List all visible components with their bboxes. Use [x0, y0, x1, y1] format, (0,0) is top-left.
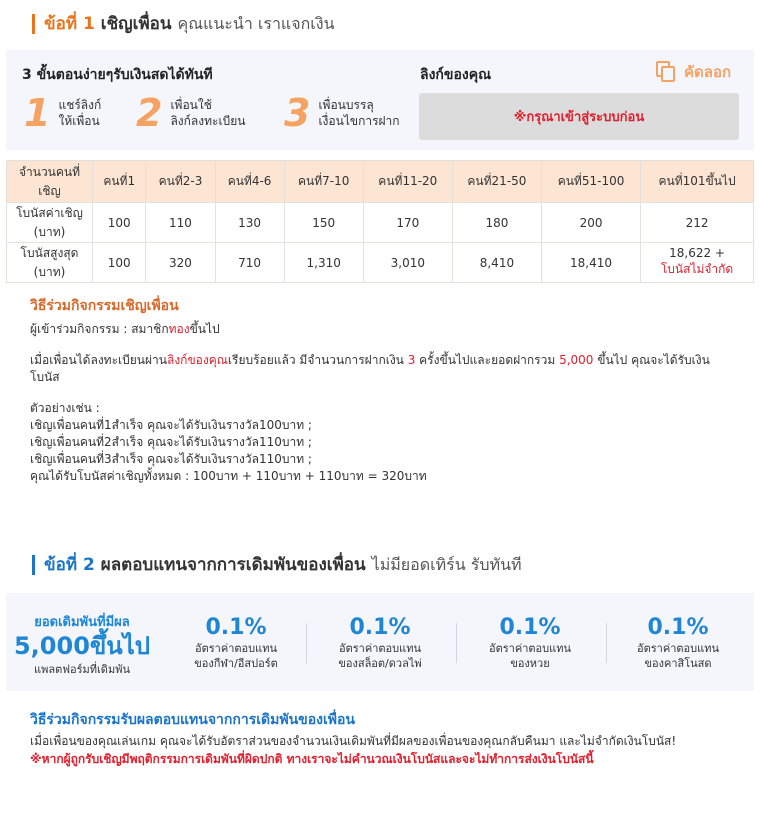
section-2-header — [32, 551, 522, 578]
rebate-warning: ※หากผู้ถูกรับเชิญมีพฤติกรรมการเดิมพันที่ผิดปกติ ทางเราจะไม่คำนวณเงินโบนัสและจะไม่ทำการส่งเงินโบนัสนี้ — [30, 752, 594, 766]
example-title: ตัวอย่างเช่น : — [30, 401, 100, 415]
section-title-strong: ผลตอบแทนจากการเดิมพันของเพื่อน — [100, 555, 366, 575]
copy-button[interactable] — [656, 60, 731, 84]
example-total: คุณได้รับโบนัสค่าเชิญทั้งหมด : 100บาท + 110บาท + 110บาท = 320บาท — [30, 469, 427, 483]
rate-desc-line: อัตราค่าตอบแทน — [637, 642, 719, 655]
rate-desc — [460, 641, 600, 671]
table-cell: 180 — [452, 203, 541, 243]
step-1 — [24, 91, 102, 135]
table-cell: 110 — [146, 203, 215, 243]
table-header: คนที่11-20 — [363, 161, 452, 203]
text: ขึ้นไป คุณจะได้รับเงินโบนัส — [30, 353, 710, 384]
section-marker — [32, 14, 35, 34]
min-bet-box — [12, 611, 152, 678]
referral-link-box[interactable]: ※กรุณาเข้าสู่ระบบก่อน — [419, 93, 739, 140]
rebate-howto-title: วิธีร่วมกิจกรรมรับผลตอบแทนจากการเดิมพันของเพื่อน — [30, 712, 355, 728]
copy-button-label[interactable]: คัดลอก — [684, 63, 732, 81]
divider — [606, 623, 607, 663]
table-header-row — [7, 161, 754, 203]
steps-panel — [6, 50, 754, 150]
text: ขึ้นไป — [189, 322, 220, 336]
section-title-rest: คุณแนะนำ เราแจกเงิน — [177, 14, 335, 33]
highlight: 3 — [407, 353, 416, 367]
steps-title: 3 ขั้นตอนง่ายๆรับเงินสดได้ทันที — [22, 67, 213, 83]
step-3 — [284, 91, 400, 135]
table-cell: 1,310 — [284, 243, 363, 283]
condition-line — [30, 352, 730, 386]
table-cell: 3,010 — [363, 243, 452, 283]
highlight: 5,000 — [559, 353, 594, 367]
section-number: ข้อที่ 1 — [44, 14, 95, 34]
invite-howto-title: วิธีร่วมกิจกรรมเชิญเพื่อน — [30, 298, 179, 314]
rate-desc-line: ของหวย — [510, 657, 550, 670]
divider — [456, 623, 457, 663]
rate-desc-line: ของกีฬา/อีสปอร์ต — [194, 657, 278, 670]
table-cell: 100 — [93, 243, 146, 283]
copy-icon[interactable] — [656, 61, 676, 83]
min-bet-platform: แพลตฟอร์มที่เดิมพัน — [34, 663, 130, 676]
rebate-panel — [6, 593, 754, 691]
unlimited-bonus-note: โบนัสไม่จำกัด — [660, 262, 734, 276]
table-cell: 150 — [284, 203, 363, 243]
rate-slots — [310, 615, 450, 671]
table-cell: 18,410 — [541, 243, 640, 283]
step-text — [318, 97, 399, 129]
step-line: แชร์ลิงก์ — [58, 98, 102, 112]
section-number: ข้อที่ 2 — [44, 555, 95, 575]
rate-value: 0.1% — [499, 615, 561, 640]
row-label: โบนัสสูงสุด (บาท) — [7, 243, 93, 283]
step-line: เพื่อนใช้ — [170, 98, 212, 112]
rate-value: 0.1% — [349, 615, 411, 640]
step-number: 2 — [136, 91, 163, 135]
rate-desc-line: ของคาสิโนสด — [644, 657, 712, 670]
rate-desc-line: อัตราค่าตอบแทน — [489, 642, 571, 655]
highlight: ลิงก์ของคุณ — [166, 353, 228, 367]
divider — [306, 623, 307, 663]
section-marker — [32, 555, 35, 575]
section-title-rest: ไม่มียอดเทิร์น รับทันที — [371, 555, 522, 574]
table-header: คนที่21-50 — [452, 161, 541, 203]
rate-lottery — [460, 615, 600, 671]
step-2 — [136, 91, 246, 135]
rate-desc — [608, 641, 748, 671]
rate-desc-line: อัตราค่าตอบแทน — [195, 642, 277, 655]
rebate-howto-text: เมื่อเพื่อนของคุณเล่นเกม คุณจะได้รับอัตราส่วนของจำนวนเงินเดิมพันที่มีผลของเพื่อนของคุณกลับคืนมา และไม่จำกัดเงินโบนัส! — [30, 734, 677, 748]
table-cell: 170 — [363, 203, 452, 243]
row-label: โบนัสค่าเชิญ (บาท) — [7, 203, 93, 243]
rate-desc-line: ของสล็อต/ดวลไพ่ — [338, 657, 422, 670]
table-cell: 8,410 — [452, 243, 541, 283]
step-text — [58, 97, 101, 129]
table-cell: 320 — [146, 243, 215, 283]
table-header: คนที่101ขึ้นไป — [641, 161, 754, 203]
table-cell-value: 18,622 + — [669, 246, 725, 260]
highlight: ทอง — [168, 322, 190, 336]
text: ครั้งขึ้นไปและยอดฝากรวม — [415, 353, 560, 367]
example-line: เชิญเพื่อนคนที่1สำเร็จ คุณจะได้รับเงินรางวัล100บาท ; — [30, 418, 312, 432]
rate-desc — [310, 641, 450, 671]
table-row — [7, 243, 754, 283]
table-header: คนที่2-3 — [146, 161, 215, 203]
table-header: คนที่51-100 — [541, 161, 640, 203]
min-bet-value: 5,000ขึ้นไป — [13, 632, 151, 660]
table-header: คนที่4-6 — [215, 161, 284, 203]
table-cell: 200 — [541, 203, 640, 243]
table-cell: 130 — [215, 203, 284, 243]
min-bet-label: ยอดเดิมพันที่มีผล — [34, 615, 130, 630]
table-cell — [641, 243, 754, 283]
table-header: จำนวนคนที่เชิญ — [7, 161, 93, 203]
table-row — [7, 203, 754, 243]
table-cell: 100 — [93, 203, 146, 243]
bonus-table — [6, 160, 754, 283]
rate-value: 0.1% — [205, 615, 267, 640]
step-number: 1 — [24, 91, 51, 135]
step-number: 3 — [284, 91, 311, 135]
text: เมื่อเพื่อนได้ลงทะเบียนผ่าน — [30, 353, 167, 367]
table-header: คนที่1 — [93, 161, 146, 203]
rebate-howto — [30, 712, 730, 768]
rate-value: 0.1% — [647, 615, 709, 640]
table-cell: 212 — [641, 203, 754, 243]
rate-desc — [166, 641, 306, 671]
text: ผู้เข้าร่วมกิจกรรม : สมาชิก — [30, 322, 169, 336]
step-line: เงื่อนไขการฝาก — [318, 114, 400, 128]
step-text — [170, 97, 245, 129]
rate-sports — [166, 615, 306, 671]
example-line: เชิญเพื่อนคนที่2สำเร็จ คุณจะได้รับเงินรางวัล110บาท ; — [30, 435, 312, 449]
step-line: ให้เพื่อน — [58, 114, 100, 128]
step-line: เพื่อนบรรลุ — [318, 98, 374, 112]
referral-link-label: ลิงก์ของคุณ — [420, 67, 492, 83]
step-line: ลิงก์ลงทะเบียน — [170, 114, 246, 128]
example-line: เชิญเพื่อนคนที่3สำเร็จ คุณจะได้รับเงินรางวัล110บาท ; — [30, 452, 312, 466]
section-1-header — [32, 10, 335, 37]
section-title-strong: เชิญเพื่อน — [100, 14, 172, 34]
text: เรียบร้อยแล้ว มีจำนวนการฝากเงิน — [227, 353, 408, 367]
table-cell: 710 — [215, 243, 284, 283]
participants-line — [30, 321, 730, 338]
table-header: คนที่7-10 — [284, 161, 363, 203]
invite-howto — [30, 298, 730, 485]
rate-desc-line: อัตราค่าตอบแทน — [339, 642, 421, 655]
rate-live-casino — [608, 615, 748, 671]
